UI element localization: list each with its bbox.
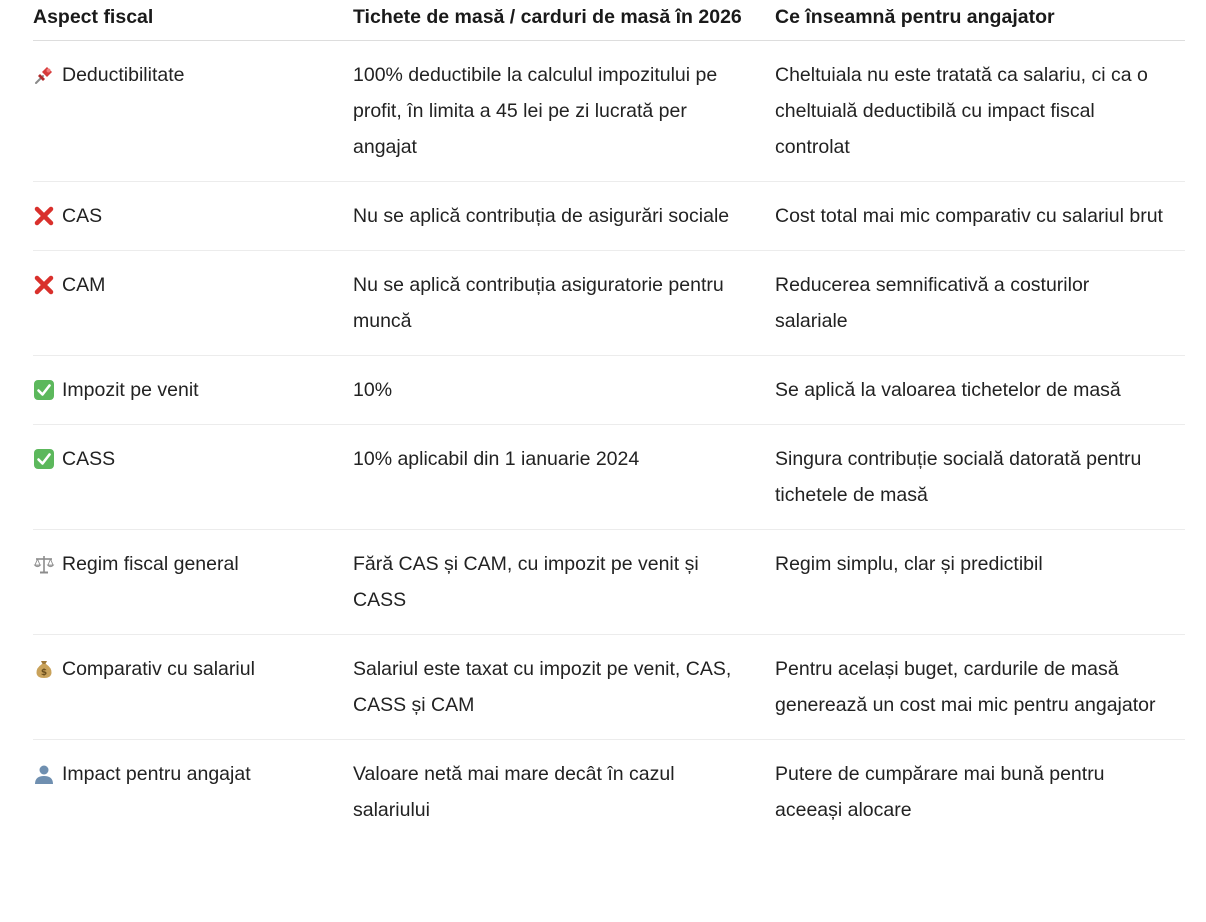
meaning-cell: Reducerea semnificativă a costurilor salariale <box>775 251 1185 356</box>
value-cell: Salariul este taxat cu impozit pe venit, CAS, CASS și CAM <box>353 635 775 740</box>
aspect-label: Comparativ cu salariul <box>62 658 255 680</box>
table-row <box>33 740 1185 845</box>
aspect-cell <box>33 356 353 425</box>
aspect-cell <box>33 635 353 740</box>
fiscal-aspects-table <box>33 0 1185 844</box>
aspect-cell <box>33 425 353 530</box>
meaning-cell: Putere de cumpărare mai bună pentru aceeași alocare <box>775 763 1105 821</box>
value-cell: Nu se aplică contribuția asiguratorie pentru muncă <box>353 251 775 356</box>
table-row <box>33 356 1185 425</box>
check-mark-icon <box>33 379 55 401</box>
aspect-label: Deductibilitate <box>62 64 185 86</box>
aspect-cell <box>33 530 353 635</box>
meaning-cell: Pentru același buget, cardurile de masă generează un cost mai mic pentru angajator <box>775 635 1185 740</box>
table-row <box>33 425 1185 530</box>
balance-scale-icon <box>33 553 55 575</box>
aspect-cell <box>33 182 353 251</box>
aspect-cell <box>33 41 353 182</box>
meaning-cell: Regim simplu, clar și predictibil <box>775 530 1185 635</box>
table-header <box>33 0 1185 41</box>
meaning-cell: Cheltuiala nu este tratată ca salariu, ci ca o cheltuială deductibilă cu impact fiscal controlat <box>775 41 1185 182</box>
money-bag-icon <box>33 658 55 680</box>
header-aspect: Aspect fiscal <box>33 0 353 41</box>
value-cell: Nu se aplică contribuția de asigurări sociale <box>353 182 775 251</box>
table-row <box>33 182 1185 251</box>
table-row <box>33 41 1185 182</box>
cross-mark-icon <box>33 274 55 296</box>
aspect-cell <box>33 251 353 356</box>
pushpin-icon <box>33 64 55 86</box>
aspect-label: Impact pentru angajat <box>62 763 251 785</box>
table-row <box>33 251 1185 356</box>
meaning-cell: Cost total mai mic comparativ cu salariul brut <box>775 182 1185 251</box>
aspect-label: Impozit pe venit <box>62 379 199 401</box>
meaning-cell: Se aplică la valoarea tichetelor de masă <box>775 356 1185 425</box>
value-cell: Fără CAS și CAM, cu impozit pe venit și CASS <box>353 530 775 635</box>
table-body <box>33 41 1185 845</box>
aspect-label: CAS <box>62 205 103 227</box>
aspect-label: Regim fiscal general <box>62 553 239 575</box>
table-row <box>33 530 1185 635</box>
aspect-label: CAM <box>62 274 106 296</box>
svg-text:$: $ <box>40 668 48 678</box>
value-cell: Valoare netă mai mare decât în cazul salariului <box>353 763 675 821</box>
aspect-cell <box>33 740 353 845</box>
person-silhouette-icon <box>33 763 55 785</box>
header-value: Tichete de masă / carduri de masă în 2026 <box>353 0 775 41</box>
value-cell: 10% aplicabil din 1 ianuarie 2024 <box>353 425 775 530</box>
check-mark-icon <box>33 448 55 470</box>
meaning-cell: Singura contribuție socială datorată pentru tichetele de masă <box>775 425 1185 530</box>
table-row <box>33 635 1185 740</box>
cross-mark-icon <box>33 205 55 227</box>
value-cell: 100% deductibile la calculul impozitului pe profit, în limita a 45 lei pe zi lucrată per angajat <box>353 41 775 182</box>
value-cell: 10% <box>353 356 775 425</box>
aspect-label: CASS <box>62 448 116 470</box>
header-meaning: Ce înseamnă pentru angajator <box>775 0 1185 41</box>
header-row <box>33 0 1185 41</box>
